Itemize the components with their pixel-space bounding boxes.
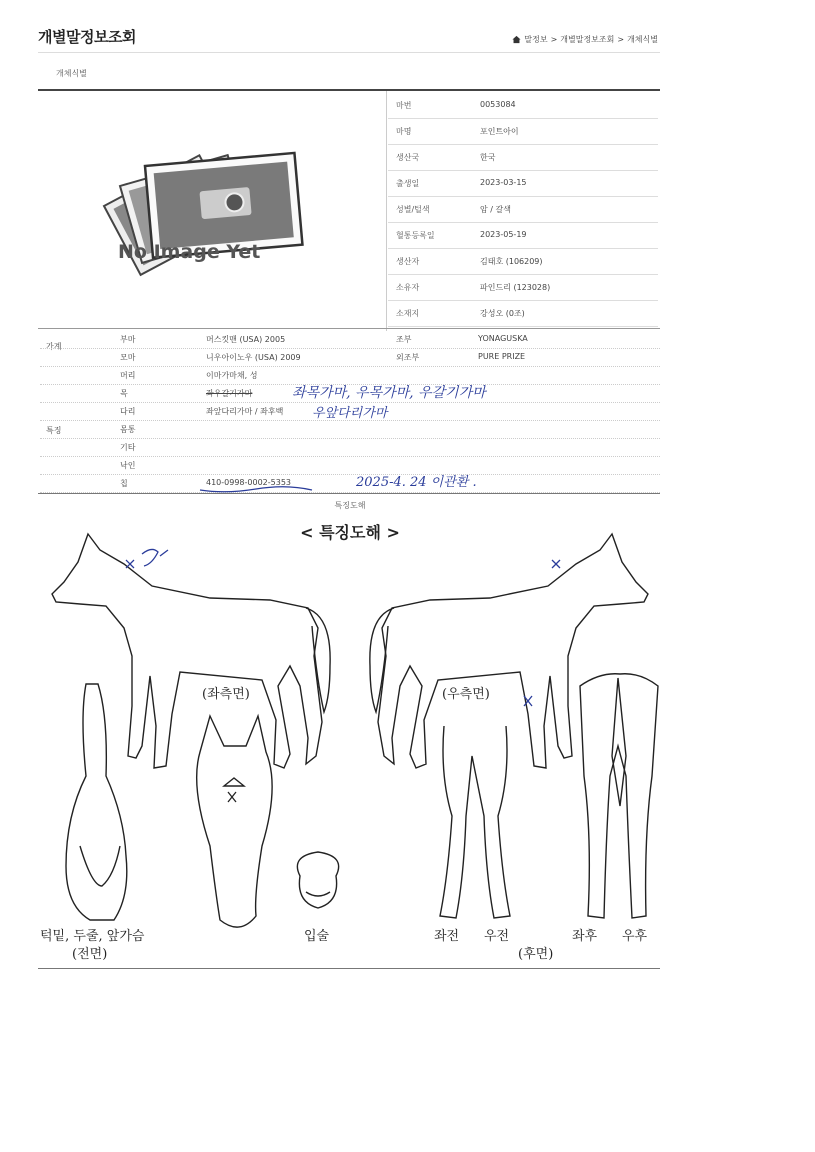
feature-label: 낙인 [120, 461, 136, 470]
diagram-label-front: (전면) [72, 947, 108, 962]
pedigree-value[interactable]: 머스킷맨 (USA) 2005 [206, 335, 286, 344]
info-label: 출생일 [396, 179, 420, 188]
breadcrumb [512, 34, 658, 45]
feature-row-body [40, 420, 660, 439]
handwritten-marks [126, 549, 560, 802]
horse-front-legs-figure [440, 726, 510, 918]
diagram-label-left-hind: 좌후 [572, 929, 598, 944]
info-value: 파인드리 (123028) [480, 283, 551, 292]
info-value: 김태호 (106209) [480, 257, 543, 266]
horse-photo [40, 96, 386, 320]
info-row-location [388, 300, 658, 327]
feature-value: 좌앞다리가마 / 좌후백 [206, 407, 284, 416]
tab-identification[interactable]: 개체식별 [56, 69, 87, 78]
section-top-border [38, 89, 660, 91]
info-label: 소재지 [396, 309, 420, 318]
home-icon[interactable] [512, 35, 521, 44]
pedigree-label: 부마 [120, 335, 136, 344]
feature-diagram [40, 516, 660, 968]
feature-value: 이마가마채, 성 [206, 371, 258, 380]
feature-label: 칩 [120, 479, 128, 488]
info-value: 포인트아이 [480, 127, 519, 136]
info-row-breeder [388, 248, 658, 275]
breadcrumb-item-identification[interactable]: 개체식별 [627, 35, 658, 44]
pedigree-value[interactable]: 니우아이노우 (USA) 2009 [206, 353, 301, 362]
diagram-label-left-side: (좌측면) [202, 687, 250, 702]
feature-value: 410-0998-0002-5353 [206, 478, 292, 487]
feature-row-brand [40, 456, 660, 475]
horse-left-side-figure [52, 534, 330, 768]
info-label: 성별/털색 [396, 205, 430, 214]
diagram-label-left-front: 좌전 [434, 929, 460, 944]
info-value: 강성오 (0조) [480, 309, 525, 318]
feature-value: 좌우갈기가마 [206, 389, 253, 398]
feature-label: 머리 [120, 371, 136, 380]
pedigree-value[interactable]: YONAGUSKA [478, 334, 528, 343]
pedigree-label: 조부 [396, 335, 412, 344]
info-label: 혈통등록일 [396, 231, 435, 240]
info-value: 2023-05-19 [480, 230, 527, 239]
feature-label: 다리 [120, 407, 136, 416]
features-bottom-border [38, 493, 660, 494]
features-group-label: 특징 [46, 426, 62, 435]
diagram-label-right-side: (우측면) [442, 687, 490, 702]
info-value: 2023-03-15 [480, 178, 527, 187]
diagram-label-right-front: 우전 [484, 929, 510, 944]
header-divider [38, 52, 660, 53]
info-row-sex-color [388, 196, 658, 223]
horse-rear-figure [580, 674, 658, 918]
info-row-registration-date [388, 222, 658, 249]
breadcrumb-separator: > [550, 35, 558, 44]
info-row-horse-number [388, 92, 658, 119]
page-title: 개별말정보조회 [38, 28, 136, 46]
handwritten-leg-note: 우앞다리가마 [312, 406, 388, 421]
horse-front-chest-figure [66, 684, 127, 920]
diagram-heading: < 특징도해 > [300, 523, 400, 542]
info-value: 암 / 갈색 [480, 205, 511, 214]
horse-right-side-figure [370, 534, 648, 768]
diagram-label-lips: 입술 [304, 929, 330, 944]
pedigree-row-dam [40, 348, 660, 367]
breadcrumb-separator: > [617, 35, 625, 44]
info-row-country [388, 144, 658, 171]
pedigree-value[interactable]: PURE PRIZE [478, 352, 526, 361]
info-row-owner [388, 274, 658, 301]
diagram-bottom-border [38, 968, 660, 969]
feature-row-other [40, 438, 660, 457]
info-value: 0053084 [480, 100, 516, 109]
info-row-birth-date [388, 170, 658, 197]
info-value: 한국 [480, 153, 496, 162]
no-image-text: No Image Yet [118, 241, 261, 263]
pedigree-row-sire [40, 330, 660, 349]
info-label: 생산자 [396, 257, 420, 266]
pedigree-group-label: 가계 [46, 342, 62, 351]
feature-row-chip [40, 474, 660, 493]
info-divider [386, 91, 387, 331]
feature-label: 기타 [120, 443, 136, 452]
breadcrumb-item-horse-info[interactable]: 말정보 [524, 35, 548, 44]
horse-lips-figure [297, 852, 338, 908]
info-label: 소유자 [396, 283, 420, 292]
feature-label: 목 [120, 389, 128, 398]
diagram-label-rear: (후면) [518, 947, 554, 962]
horse-head-front-figure [197, 716, 272, 927]
breadcrumb-item-individual[interactable]: 개별말정보조회 [560, 35, 615, 44]
feature-label: 몸통 [120, 425, 136, 434]
handwritten-chip-note: 2025-4. 24 이관환 . [356, 475, 477, 490]
handwritten-underline [196, 486, 316, 494]
info-label: 마명 [396, 127, 412, 136]
pedigree-top-border [38, 328, 660, 329]
diagram-caption: 특징도해 [334, 501, 366, 510]
pedigree-label: 외조부 [396, 353, 420, 362]
pedigree-label: 모마 [120, 353, 136, 362]
info-label: 마번 [396, 101, 412, 110]
diagram-label-front-parts: 턱밑, 두줄, 앞가슴 [40, 929, 145, 944]
handwritten-neck-note: 좌목가마, 우목가마, 우갈기가마 [292, 385, 486, 401]
info-label: 생산국 [396, 153, 420, 162]
info-row-horse-name [388, 118, 658, 145]
diagram-label-right-hind: 우후 [622, 929, 648, 944]
